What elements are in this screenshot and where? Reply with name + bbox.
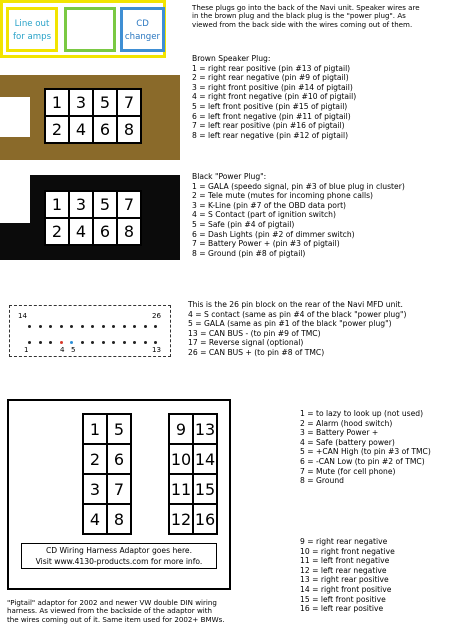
black-plug-item: 2 = Tele mute (mutes for incoming phone calls) <box>192 191 373 201</box>
footer-line: "Pigtail" adaptor for 2002 and newer VW double DIN wiring <box>7 598 217 607</box>
black-plug-notch <box>0 175 30 223</box>
pin-block-item: 4 = S contact (same as pin #4 of the black "power plug") <box>188 309 407 319</box>
adaptor-caption-line: Visit www.4130-products.com for more info. <box>35 557 203 566</box>
black-plug-pins <box>44 190 142 246</box>
adaptor-item: 12 = left rear negative <box>300 565 387 575</box>
brown-plug-item: 6 = left front negative (pin #11 of pigtail) <box>192 111 351 121</box>
black-plug-item: 7 = Battery Power + (pin #3 of pigtail) <box>192 239 340 249</box>
intro-line: viewed from the back side with the wires coming out of them. <box>192 19 413 29</box>
pin-label-13: 13 <box>152 345 162 354</box>
black-plug-legend <box>192 172 405 258</box>
pin-dot <box>91 325 94 328</box>
pin-block-item: 5 = GALA (same as pin #1 of the black "power plug") <box>188 319 392 329</box>
pin-cell: 1 <box>45 89 69 116</box>
black-plug-item: 5 = Safe (pin #4 of pigtail) <box>192 219 295 229</box>
pin-dot <box>70 325 73 328</box>
adaptor-item: 10 = right front negative <box>300 546 395 556</box>
pin-dot <box>102 325 105 328</box>
adaptor-pin: 4 <box>83 504 107 534</box>
pin-cell: 7 <box>117 191 141 218</box>
pin-block-26 <box>9 305 171 357</box>
pin-cell: 5 <box>93 191 117 218</box>
pin-cell: 4 <box>69 116 93 143</box>
adaptor-pin: 14 <box>193 444 217 474</box>
adaptor-item: 4 = Safe (battery power) <box>300 437 395 447</box>
adaptor-item: 6 = -CAN Low (to pin #2 of TMC) <box>300 456 425 466</box>
pin-dot <box>49 325 52 328</box>
pin-dot <box>144 341 147 344</box>
brown-plug-heading: Brown Speaker Plug: <box>192 54 271 63</box>
adaptor-item: 8 = Ground <box>300 476 344 486</box>
brown-plug-item: 4 = right front negative (pin #10 of pigtail) <box>192 92 357 102</box>
pin-label-5: 5 <box>71 345 76 354</box>
adaptor-pin: 9 <box>169 414 193 444</box>
adaptor-item: 3 = Battery Power + <box>300 428 379 438</box>
pin-dot <box>112 341 115 344</box>
adaptor-pin: 15 <box>193 474 217 504</box>
brown-plug-item: 7 = left rear positive (pin #16 of pigtail) <box>192 121 345 131</box>
pin-dot <box>112 325 115 328</box>
footer-line: harness. As viewed from the backside of the adaptor with <box>7 606 212 616</box>
legend-frame <box>0 0 166 58</box>
pin-label-1: 1 <box>24 345 29 354</box>
adaptor-item: 9 = right rear negative <box>300 537 388 546</box>
adaptor-legend-1-8 <box>300 409 431 486</box>
intro-text <box>192 4 420 29</box>
adaptor-item: 15 = left front positive <box>300 594 386 604</box>
adaptor-pin: 5 <box>107 414 131 444</box>
pin-block-intro: This is the 26 pin block on the rear of the Navi MFD unit. <box>188 300 403 309</box>
adaptor-item: 7 = Mute (for cell phone) <box>300 466 396 476</box>
legend-amps-box <box>6 7 58 52</box>
brown-plug-pins <box>44 88 142 144</box>
adaptor-pin: 11 <box>169 474 193 504</box>
adaptor-caption-line: CD Wiring Harness Adaptor goes here. <box>45 546 192 555</box>
pin-label-4: 4 <box>60 345 65 354</box>
pin-dot <box>91 341 94 344</box>
pin-dot <box>81 325 84 328</box>
legend-cd-label: CD changer <box>124 19 161 42</box>
legend-cd-box <box>120 7 165 52</box>
brown-plug-legend <box>192 54 356 140</box>
intro-line: These plugs go into the back of the Navi unit. Speaker wires are <box>192 3 420 12</box>
pin-dot <box>133 325 136 328</box>
pin-cell: 8 <box>117 116 141 143</box>
adaptor-legend-9-16 <box>300 537 395 614</box>
adaptor-item: 5 = +CAN High (to pin #3 of TMC) <box>300 447 431 457</box>
pin-cell: 2 <box>45 116 69 143</box>
pin-cell: 8 <box>117 218 141 245</box>
pin-dot <box>39 325 42 328</box>
pin-block-item: 13 = CAN BUS - (to pin #9 of TMC) <box>188 328 321 338</box>
pin-cell: 5 <box>93 89 117 116</box>
pin-dot <box>39 341 42 344</box>
adaptor-pin: 16 <box>193 504 217 534</box>
adaptor-caption <box>21 543 217 569</box>
adaptor-item: 2 = Alarm (hood switch) <box>300 418 393 428</box>
pin-cell: 3 <box>69 89 93 116</box>
pin-cell: 6 <box>93 218 117 245</box>
adaptor-pin: 6 <box>107 444 131 474</box>
pin-dot <box>133 341 136 344</box>
black-plug-item: 3 = K-Line (pin #7 of the OBD data port) <box>192 200 347 210</box>
black-plug-item: 4 = S Contact (part of ignition switch) <box>192 210 336 220</box>
brown-plug-item: 2 = right rear negative (pin #9 of pigtail) <box>192 73 349 83</box>
brown-plug-item: 3 = right front positive (pin #14 of pigtail) <box>192 82 353 92</box>
black-plug-item: 6 = Dash Lights (pin #2 of dimmer switch) <box>192 229 355 239</box>
legend-amps-label: Line out for amps <box>12 19 52 42</box>
adaptor-pin: 7 <box>107 474 131 504</box>
adaptor-item: 16 = left rear positive <box>300 604 384 614</box>
pin-block-item: 26 = CAN BUS + (to pin #8 of TMC) <box>188 347 325 357</box>
footer-note <box>7 599 225 624</box>
brown-plug-notch <box>0 97 30 137</box>
adaptor-pin: 2 <box>83 444 107 474</box>
pin-cell: 7 <box>117 89 141 116</box>
brown-plug-item: 1 = right rear positive (pin #13 of pigtail) <box>192 63 351 73</box>
brown-plug-item: 5 = left front positive (pin #15 of pigtail) <box>192 101 348 111</box>
pin-cell: 1 <box>45 191 69 218</box>
pin-dot <box>144 325 147 328</box>
pin-dot <box>81 341 84 344</box>
footer-line: the wires coming out of it. Same item used for 2002+ BMWs. <box>7 614 225 624</box>
adaptor-pin: 1 <box>83 414 107 444</box>
adaptor-item: 11 = left front negative <box>300 556 390 566</box>
pin-dot <box>154 341 157 344</box>
cd-adaptor-drawing <box>7 399 231 590</box>
adaptor-pins-right <box>168 413 218 535</box>
adaptor-item: 14 = right front positive <box>300 584 392 594</box>
pin-dot <box>28 341 31 344</box>
brown-plug-item: 8 = left rear negative (pin #12 of pigtail) <box>192 130 349 140</box>
pin-dot-5 <box>70 341 73 344</box>
black-plug-item: 1 = GALA (speedo signal, pin #3 of blue plug in cluster) <box>192 181 405 191</box>
adaptor-item: 1 = to lazy to look up (not used) <box>300 409 424 418</box>
pin-dot <box>60 325 63 328</box>
adaptor-pins-left <box>82 413 132 535</box>
pin-dot <box>123 325 126 328</box>
pin-dot <box>49 341 52 344</box>
pin-cell: 6 <box>93 116 117 143</box>
legend-blank-box <box>64 7 116 52</box>
adaptor-pin: 12 <box>169 504 193 534</box>
black-plug-item: 8 = Ground (pin #8 of pigtail) <box>192 248 306 258</box>
pin-label-26: 26 <box>152 311 162 320</box>
pin-dot <box>154 325 157 328</box>
pin-label-14: 14 <box>18 311 28 320</box>
pin-block-item: 17 = Reverse signal (optional) <box>188 338 304 348</box>
adaptor-pin: 13 <box>193 414 217 444</box>
pin-dot <box>28 325 31 328</box>
pin-cell: 4 <box>69 218 93 245</box>
adaptor-pin: 10 <box>169 444 193 474</box>
adaptor-pin: 8 <box>107 504 131 534</box>
pin-block-legend <box>188 300 407 358</box>
pin-dot <box>123 341 126 344</box>
pin-dot <box>102 341 105 344</box>
black-plug-heading: Black "Power Plug": <box>192 172 267 181</box>
intro-line: in the brown plug and the black plug is the "power plug". As <box>192 11 406 21</box>
adaptor-pin: 3 <box>83 474 107 504</box>
pin-cell: 2 <box>45 218 69 245</box>
pin-dot-4 <box>60 341 63 344</box>
pin-cell: 3 <box>69 191 93 218</box>
adaptor-item: 13 = right rear positive <box>300 575 389 585</box>
